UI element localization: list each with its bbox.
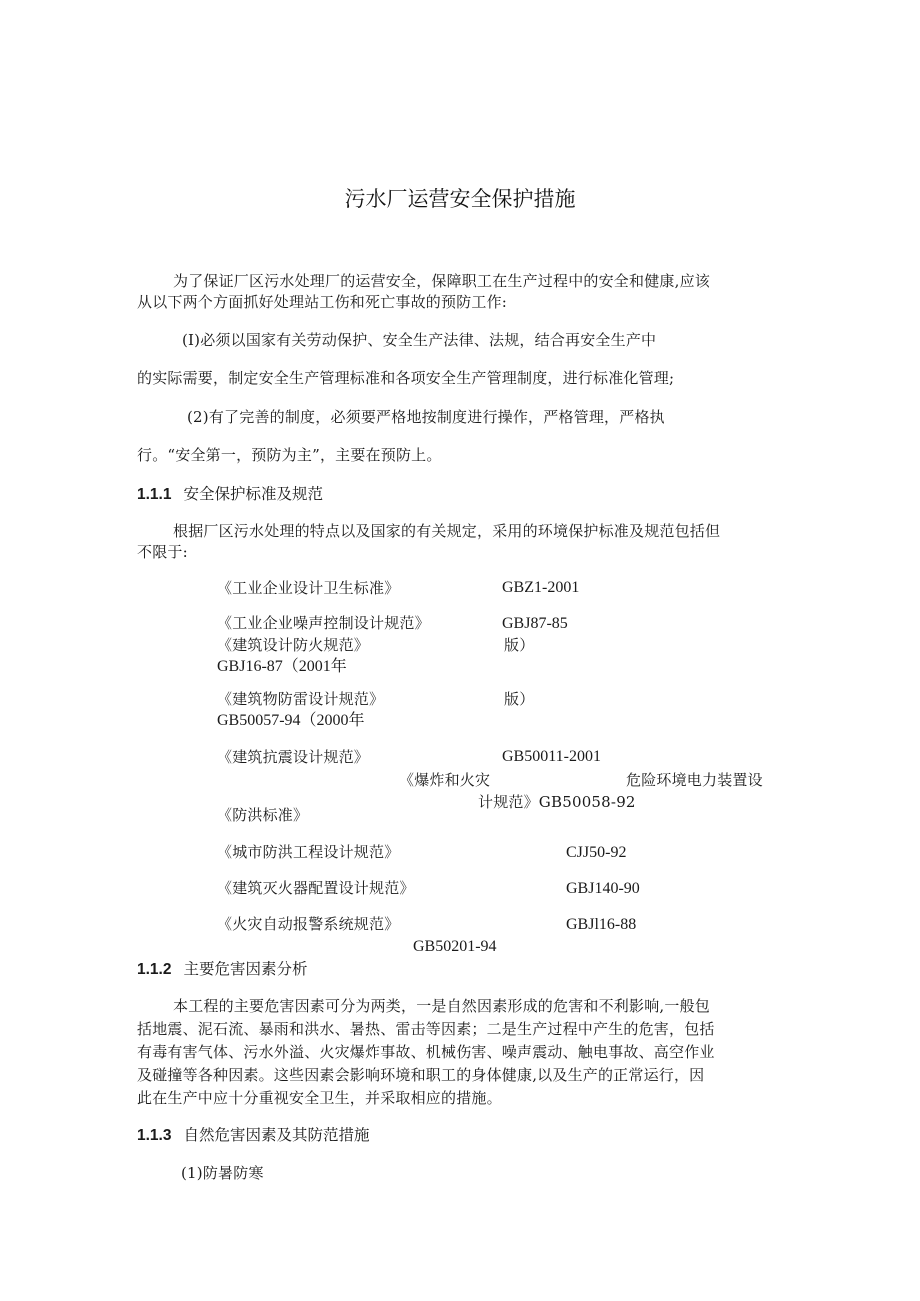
section-title: 主要危害因素分析 xyxy=(183,960,308,978)
standard-code: GBJl16-88 xyxy=(566,916,637,933)
standard-code: GBJ140-90 xyxy=(566,880,640,897)
standard-name: 《火灾自动报警系统规范》 xyxy=(217,915,400,933)
standard-name: 《防洪标准》 xyxy=(217,806,309,824)
standard-name: 《建筑灭火器配置设计规范》 xyxy=(217,879,415,897)
standard-name: 《建筑设计防火规范》 xyxy=(217,636,370,654)
standard-name: 《工业企业设计卫生标准》 xyxy=(217,579,400,597)
section-1-1-2-line: 此在生产中应十分重视安全卫生，并采取相应的措施。 xyxy=(137,1089,502,1107)
section-heading-1-1-1 xyxy=(137,487,323,503)
section-1-1-1-para-line-1: 根据厂区污水处理的特点以及国家的有关规定，采用的环境保护标准及规范包括但 xyxy=(173,522,721,540)
standard-code: GB50057-94（2000年 xyxy=(217,712,365,729)
standard-edition-suffix: 版） xyxy=(504,690,535,708)
section-title: 安全保护标准及规范 xyxy=(183,485,323,503)
standard-edition-suffix: 版） xyxy=(504,636,535,654)
section-1-1-2-line: 及碰撞等各种因素。这些因素会影响环境和职工的身体健康,以及生产的正常运行，因 xyxy=(137,1066,705,1084)
section-number: 1.1.3 xyxy=(137,1127,172,1144)
section-1-1-1-para-line-2: 不限于: xyxy=(137,543,188,561)
item2-line-2: 行。“安全第一，预防为主”，主要在预防上。 xyxy=(137,446,442,464)
item1-line-1: (I)必须以国家有关劳动保护、安全生产法律、法规，结合再安全生产中 xyxy=(182,331,657,349)
standard-code: GBZ1-2001 xyxy=(502,579,580,596)
section-1-1-2-line: 有毒有害气体、污水外溢、火灾爆炸事故、机械伤害、噪声震动、触电事故、高空作业 xyxy=(137,1043,715,1061)
section-1-1-3-sub-item: (1)防暑防寒 xyxy=(181,1164,264,1182)
standard-code: GBJ16-87（2001年 xyxy=(217,658,347,675)
section-1-1-2-line: 本工程的主要危害因素可分为两类，一是自然因素形成的危害和不利影响,一般包 xyxy=(173,997,710,1015)
standard-name-part: 危险环境电力装置设 xyxy=(626,771,763,789)
intro-line-1: 为了保证厂区污水处理厂的运营安全，保障职工在生产过程中的安全和健康,应该 xyxy=(173,272,710,290)
section-heading-1-1-3 xyxy=(137,1128,370,1144)
item2-line-1: (2)有了完善的制度，必须要严格地按制度进行操作，严格管理，严格执 xyxy=(187,408,665,426)
standard-name: 《建筑抗震设计规范》 xyxy=(217,748,370,766)
standard-name-part: 《爆炸和火灾 xyxy=(399,771,491,789)
standard-name: 《建筑物防雷设计规范》 xyxy=(217,690,385,708)
standard-code: GBJ87-85 xyxy=(502,615,568,632)
page-title: 污水厂运营安全保护措施 xyxy=(344,187,576,211)
standard-code: GB50011-2001 xyxy=(502,748,601,765)
standard-name: 《城市防洪工程设计规范》 xyxy=(217,843,400,861)
standard-name-part: 计规范》GB50058-92 xyxy=(478,793,636,811)
section-title: 自然危害因素及其防范措施 xyxy=(183,1126,370,1144)
standard-name: 《工业企业噪声控制设计规范》 xyxy=(217,614,430,632)
section-number: 1.1.2 xyxy=(137,961,172,978)
standard-code: GB50201-94 xyxy=(413,938,497,955)
item1-line-2: 的实际需要，制定安全生产管理标准和各项安全生产管理制度，进行标准化管理; xyxy=(137,369,675,387)
section-heading-1-1-2 xyxy=(137,962,308,978)
section-number: 1.1.1 xyxy=(137,486,172,503)
intro-line-2: 从以下两个方面抓好处理站工伤和死亡事故的预防工作: xyxy=(137,293,508,311)
section-1-1-2-line: 括地震、泥石流、暴雨和洪水、暑热、雷击等因素；二是生产过程中产生的危害，包括 xyxy=(137,1020,715,1038)
standard-code: CJJ50-92 xyxy=(566,844,627,861)
